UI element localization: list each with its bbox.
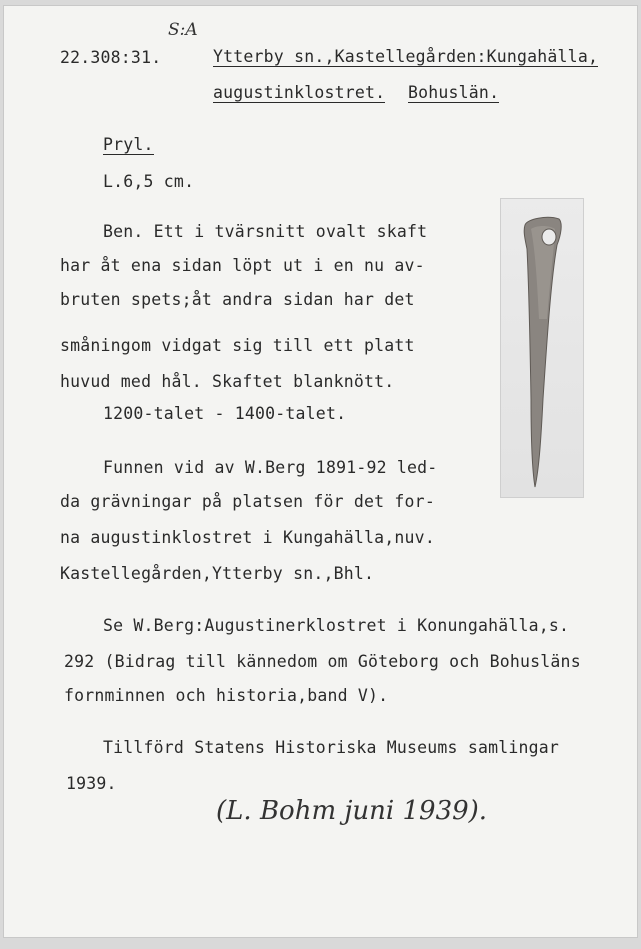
description-line: bruten spets;åt andra sidan har det — [60, 290, 415, 309]
reference-line: fornminnen och historia,band V). — [64, 686, 389, 705]
description-line: har åt ena sidan löpt ut i en nu av- — [60, 256, 425, 275]
find-line: Funnen vid av W.Berg 1891-92 led- — [103, 458, 438, 477]
object-name: Pryl. — [103, 135, 154, 154]
reference-line: 292 (Bidrag till kännedom om Göteborg och Bohusläns — [64, 652, 581, 671]
dating: 1200-talet - 1400-talet. — [103, 404, 347, 423]
inventory-number: 22.308:31. — [60, 48, 162, 67]
catalog-card — [4, 6, 637, 937]
object-length: L.6,5 cm. — [103, 172, 195, 191]
find-line: Kastellegården,Ytterby sn.,Bhl. — [60, 564, 375, 583]
awl-image — [501, 199, 583, 497]
description-line: Ben. Ett i tvärsnitt ovalt skaft — [103, 222, 428, 241]
find-line: da grävningar på platsen för det for- — [60, 492, 435, 511]
description-line: huvud med hål. Skaftet blanknött. — [60, 372, 395, 391]
collection-mark: S:A — [168, 20, 198, 40]
signature: (L. Bohm juni 1939). — [216, 796, 488, 826]
reference-line: Se W.Berg:Augustinerklostret i Konungahälla,s. — [103, 616, 570, 635]
location-line-1: Ytterby sn.,Kastellegården:Kungahälla, — [213, 47, 599, 66]
acquisition-year: 1939. — [66, 774, 117, 793]
acquisition-line: Tillförd Statens Historiska Museums samlingar — [103, 738, 560, 757]
object-photo — [500, 198, 584, 498]
location-line-2: augustinklostret. — [213, 83, 386, 102]
find-line: na augustinklostret i Kungahälla,nuv. — [60, 528, 435, 547]
description-line: småningom vidgat sig till ett platt — [60, 336, 415, 355]
province: Bohuslän. — [408, 83, 500, 102]
